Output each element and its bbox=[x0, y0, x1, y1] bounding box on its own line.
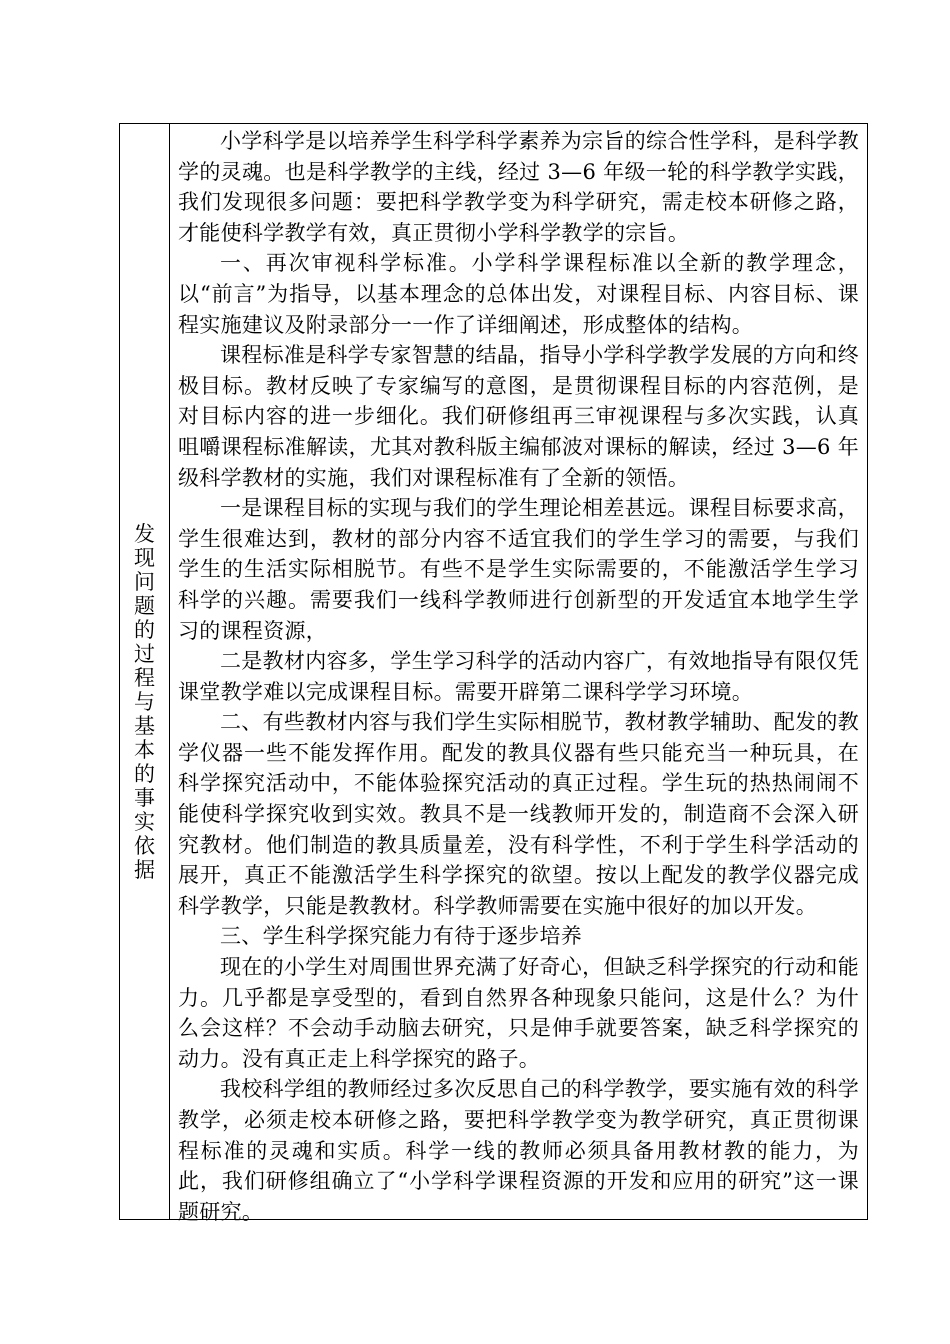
paragraph-section-3-heading: 三、学生科学探究能力有待于逐步培养 bbox=[220, 924, 583, 949]
form-table bbox=[119, 123, 868, 1224]
paragraph-intro: 小学科学是以培养学生科学科学素养为宗旨的综合性学科，是科学教学的灵魂。也是科学教学的主线，经过 3—6 年级一轮的科学教学实践，我们发现很多问题：要把科学教学变为科学研究，需走校本研修之路，才能使科学教学有效，真正贯彻小学科学教学的宗旨。 bbox=[178, 129, 859, 245]
label-char: 据 bbox=[134, 857, 155, 882]
label-char: 的 bbox=[134, 761, 155, 786]
label-char: 依 bbox=[134, 833, 155, 858]
label-char: 发 bbox=[134, 521, 155, 546]
label-char: 现 bbox=[134, 545, 155, 570]
paragraph-standards: 课程标准是科学专家智慧的结晶，指导小学科学教学发展的方向和终极目标。教材反映了专家编写的意图，是贯彻课程目标的内容范例，是对目标内容的进一步细化。我们研修组再三审视课程与多次实践，认真咀嚼课程标准解读，尤其对教科版主编郁波对课标的解读，经过 3—6 年级科学教材的实施，我们对课程标准有了全新的领悟。 bbox=[178, 343, 859, 490]
paragraph-conclusion: 我校科学组的教师经过多次反思自己的科学教学，要实施有效的科学教学，必须走校本研修之路，要把科学教学变为教学研究，真正贯彻课程标准的灵魂和实质。科学一线的教师必须具备用教材教的能力，为此，我们研修组确立了“小学科学课程资源的开发和应用的研究”这一课题研究。 bbox=[178, 1077, 859, 1224]
label-char: 本 bbox=[134, 737, 155, 762]
paragraph-section-2: 二、有些教材内容与我们学生实际相脱节，教材教学辅助、配发的教学仪器一些不能发挥作用。配发的教具仪器有些只能充当一种玩具，在科学探究活动中，不能体验探究活动的真正过程。学生玩的热热闹闹不能使科学探究收到实效。教具不是一线教师开发的，制造商不会深入研究教材。他们制造的教具质量差，没有科学性，不利于学生科学活动的展开，真正不能激活学生科学探究的欲望。按以上配发的教学仪器完成科学教学，只能是教教材。科学教师需要在实施中很好的加以开发。 bbox=[178, 710, 859, 918]
label-char: 问 bbox=[134, 569, 155, 594]
paragraph-section-1: 一、再次审视科学标准。小学科学课程标准以全新的教学理念，以“前言”为指导，以基本理念的总体出发，对课程目标、内容目标、课程实施建议及附录部分一一作了详细阐述，形成整体的结构。 bbox=[178, 251, 859, 337]
paragraph-point-2: 二是教材内容多，学生学习科学的活动内容广，有效地指导有限仅凭课堂教学难以完成课程目标。需要开辟第二课科学学习环境。 bbox=[178, 649, 859, 704]
label-char: 程 bbox=[134, 665, 155, 690]
label-char: 过 bbox=[134, 641, 155, 666]
content-cell bbox=[170, 124, 867, 1224]
paragraph-students: 现在的小学生对周围世界充满了好奇心，但缺乏科学探究的行动和能力。几乎都是享受型的，看到自然界各种现象只能问，这是什么？为什么会这样？不会动手动脑去研究，只是伸手就要答案，缺乏科学探究的动力。没有真正走上科学探究的路子。 bbox=[178, 955, 859, 1071]
label-cell bbox=[120, 124, 170, 1219]
label-char: 的 bbox=[134, 617, 155, 642]
label-char: 题 bbox=[134, 593, 155, 618]
label-char: 与 bbox=[134, 689, 155, 714]
label-char: 基 bbox=[134, 713, 155, 738]
paragraph-point-1: 一是课程目标的实现与我们的学生理论相差甚远。课程目标要求高，学生很难达到，教材的部分内容不适宜我们的学生学习的需要，与我们学生的生活实际相脱节。有些不是学生实际需要的，不能激活学生学习科学的兴趣。需要我们一线科学教师进行创新型的开发适宜本地学生学习的课程资源， bbox=[178, 496, 859, 643]
label-char: 事 bbox=[134, 785, 155, 810]
label-char: 实 bbox=[134, 809, 155, 834]
vertical-label bbox=[134, 522, 155, 882]
